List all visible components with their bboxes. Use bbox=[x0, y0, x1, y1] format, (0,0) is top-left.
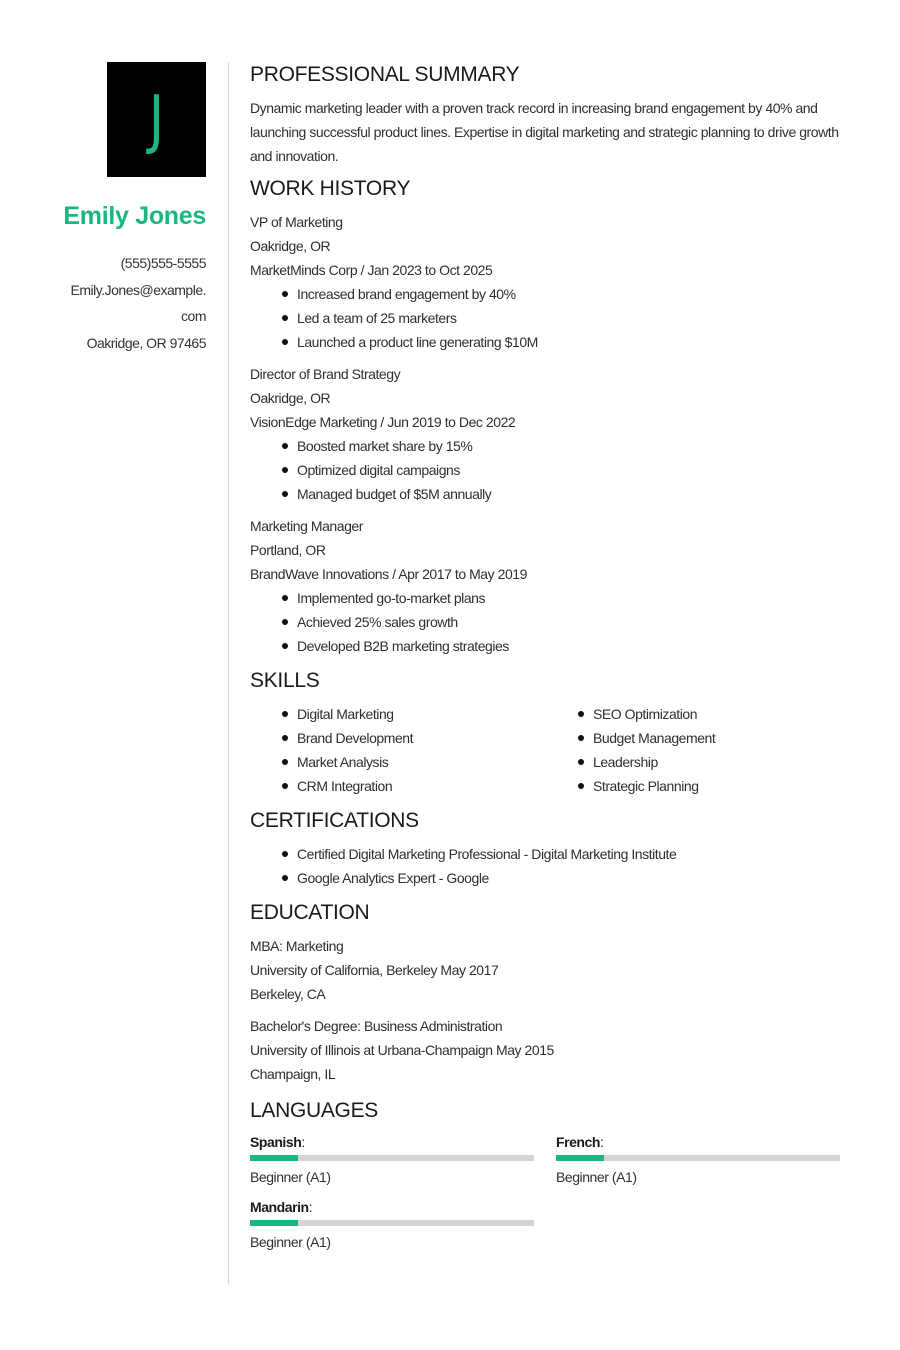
school-date: University of California, Berkeley May 2017 bbox=[250, 962, 499, 978]
education-entry bbox=[250, 1014, 845, 1086]
address: Oakridge, OR 97465 bbox=[86, 334, 206, 351]
certification-list bbox=[250, 842, 845, 890]
main-content bbox=[250, 62, 845, 1260]
job-entry bbox=[250, 210, 845, 354]
skills-left-column bbox=[250, 702, 546, 798]
section-title: CERTIFICATIONS bbox=[250, 809, 419, 832]
job-company-dates: MarketMinds Corp / Jan 2023 to Oct 2025 bbox=[250, 262, 493, 278]
work-history-section bbox=[250, 176, 845, 658]
job-company-dates: VisionEdge Marketing / Jun 2019 to Dec 2022 bbox=[250, 414, 516, 430]
section-title: EDUCATION bbox=[250, 901, 370, 924]
summary-text: Dynamic marketing leader with a proven track record in increasing brand engagement by 40% and launching successful product lines. Expertise in digital marketing and strategic planning to drive growth and innovation. bbox=[250, 100, 839, 164]
language-label bbox=[250, 1132, 556, 1152]
email-line-2: com bbox=[181, 308, 206, 324]
certification-item: Certified Digital Marketing Professional - Digital Marketing Institute bbox=[297, 842, 845, 866]
language-proficiency-bar bbox=[250, 1220, 534, 1226]
job-company-dates: BrandWave Innovations / Apr 2017 to May 2019 bbox=[250, 566, 527, 582]
job-title: Director of Brand Strategy bbox=[250, 366, 401, 382]
job-entry bbox=[250, 362, 845, 506]
skill-item: Digital Marketing bbox=[297, 702, 546, 726]
job-bullet: Developed B2B marketing strategies bbox=[297, 634, 845, 658]
language-label bbox=[250, 1197, 556, 1217]
education-section bbox=[250, 900, 845, 1086]
job-bullets bbox=[250, 282, 845, 354]
job-entry bbox=[250, 514, 845, 658]
section-title: LANGUAGES bbox=[250, 1099, 379, 1122]
language-entry bbox=[250, 1132, 556, 1189]
language-proficiency-bar bbox=[556, 1155, 840, 1161]
skill-item: SEO Optimization bbox=[593, 702, 826, 726]
section-title: SKILLS bbox=[250, 669, 320, 692]
skill-item: Strategic Planning bbox=[593, 774, 826, 798]
job-bullet: Led a team of 25 marketers bbox=[297, 306, 845, 330]
language-label bbox=[556, 1132, 841, 1152]
language-proficiency-bar bbox=[250, 1155, 534, 1161]
language-name: Spanish bbox=[250, 1134, 302, 1150]
skills-grid bbox=[250, 702, 845, 798]
language-name: Mandarin bbox=[250, 1199, 309, 1215]
language-proficiency-fill bbox=[556, 1155, 604, 1161]
skill-item: Brand Development bbox=[297, 726, 546, 750]
job-bullet: Boosted market share by 15% bbox=[297, 434, 845, 458]
job-bullet: Achieved 25% sales growth bbox=[297, 610, 845, 634]
language-level: Beginner (A1) bbox=[250, 1234, 331, 1250]
language-level: Beginner (A1) bbox=[250, 1169, 331, 1185]
job-bullet: Managed budget of $5M annually bbox=[297, 482, 845, 506]
job-location: Oakridge, OR bbox=[250, 238, 331, 254]
language-name: French bbox=[556, 1134, 600, 1150]
skill-item: Leadership bbox=[593, 750, 826, 774]
certification-item: Google Analytics Expert - Google bbox=[297, 866, 845, 890]
section-title: WORK HISTORY bbox=[250, 177, 411, 200]
school-location: Berkeley, CA bbox=[250, 986, 326, 1002]
language-entry bbox=[556, 1132, 841, 1189]
job-title: VP of Marketing bbox=[250, 214, 343, 230]
degree: MBA: Marketing bbox=[250, 938, 344, 954]
job-bullet: Launched a product line generating $10M bbox=[297, 330, 845, 354]
job-location: Oakridge, OR bbox=[250, 390, 331, 406]
skill-item: Budget Management bbox=[593, 726, 826, 750]
language-proficiency-fill bbox=[250, 1155, 298, 1161]
certifications-section bbox=[250, 808, 845, 890]
language-colon: : bbox=[599, 1134, 604, 1150]
job-bullet: Implemented go-to-market plans bbox=[297, 586, 845, 610]
job-title: Marketing Manager bbox=[250, 518, 363, 534]
languages-grid bbox=[250, 1132, 845, 1254]
skill-item: CRM Integration bbox=[297, 774, 546, 798]
skills-right-column bbox=[546, 702, 826, 798]
skill-item: Market Analysis bbox=[297, 750, 546, 774]
skills-section bbox=[250, 668, 845, 798]
section-title: PROFESSIONAL SUMMARY bbox=[250, 63, 520, 86]
language-proficiency-fill bbox=[250, 1220, 298, 1226]
monogram-badge bbox=[107, 62, 206, 177]
email-line-1: Emily.Jones@example. bbox=[70, 281, 206, 298]
job-bullets bbox=[250, 434, 845, 506]
professional-summary-section bbox=[250, 62, 845, 168]
education-entry bbox=[250, 934, 845, 1006]
language-colon: : bbox=[308, 1199, 313, 1215]
contact-info bbox=[40, 250, 206, 356]
school-date: University of Illinois at Urbana-Champaign May 2015 bbox=[250, 1042, 554, 1058]
school-location: Champaign, IL bbox=[250, 1066, 336, 1082]
candidate-name: Emily Jones bbox=[63, 202, 206, 230]
column-divider bbox=[228, 62, 229, 1284]
language-colon: : bbox=[301, 1134, 305, 1150]
phone-number: (555)555-5555 bbox=[120, 255, 206, 271]
language-entry bbox=[250, 1197, 556, 1254]
job-location: Portland, OR bbox=[250, 542, 326, 558]
monogram-letter: J bbox=[148, 82, 165, 157]
degree: Bachelor's Degree: Business Administration bbox=[250, 1018, 503, 1034]
job-bullets bbox=[250, 586, 845, 658]
job-bullet: Increased brand engagement by 40% bbox=[297, 282, 845, 306]
languages-section bbox=[250, 1098, 845, 1254]
language-level: Beginner (A1) bbox=[556, 1169, 637, 1185]
job-bullet: Optimized digital campaigns bbox=[297, 458, 845, 482]
